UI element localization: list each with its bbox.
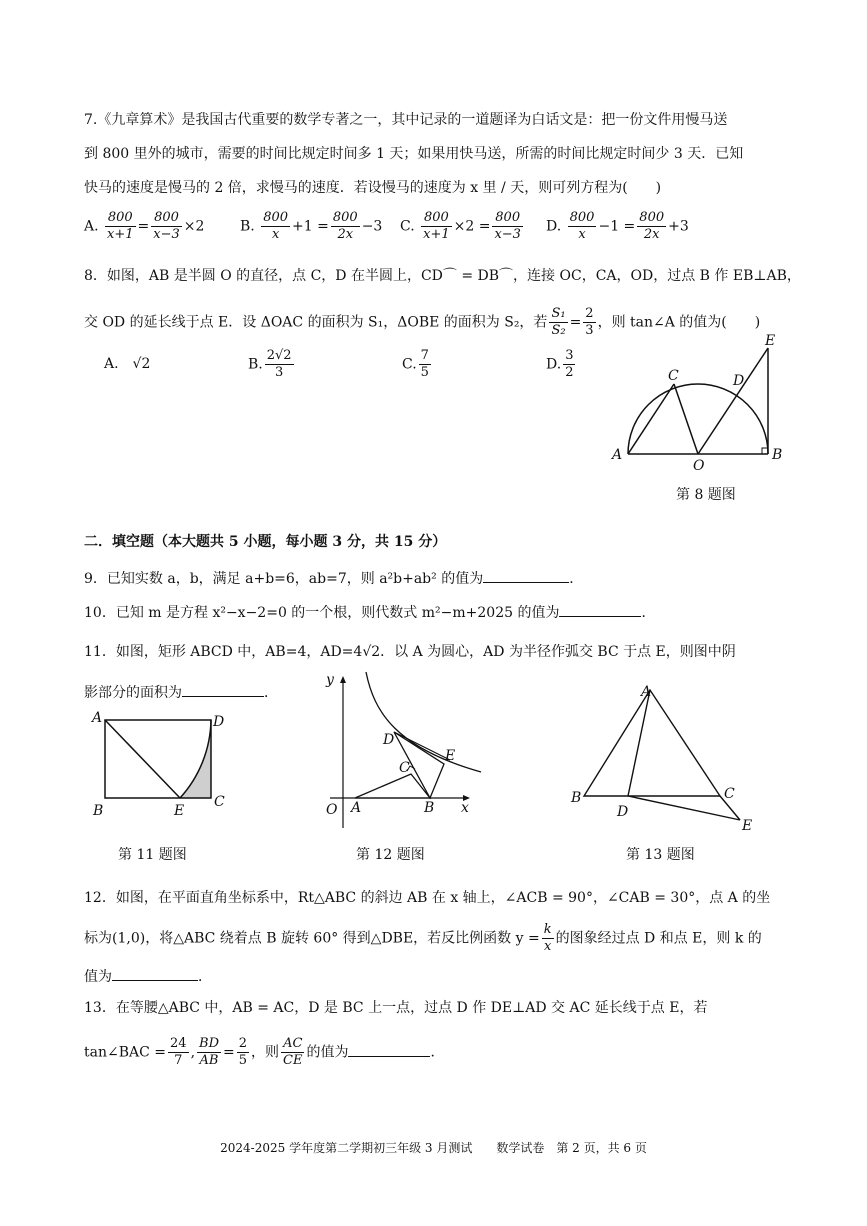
q12-line-3: 值为 ． [84,964,212,987]
q13-label-c: C [724,786,735,802]
q8-option-c: C. $\frac{7}{5}$ [402,348,429,380]
q8-option-b: B. $\frac{2√2}{3}$ [248,348,292,380]
q11-figure [85,700,235,825]
q8-segment-oc [674,384,698,454]
q10-text: 10．已知 m 是方程 x²−x−2=0 的一个根，则代数式 m²−m+2025 的值为 ． [84,600,655,623]
q7-option-d: D. $\frac{800}{x}$ −1 = $\frac{800}{2x}$ +3 [546,210,689,242]
q10-answer-blank[interactable] [559,600,641,617]
q13-line-2: tan∠BAC = $\frac{24}{7}$ , $\frac{BD}{AB}$ = $\frac{2}{5}$ ，则 $\frac{AC}{CE}$ 的值为 ． [84,1036,445,1068]
q11-label-b: B [93,803,104,819]
page-footer: 2024-2025 学年度第二学期初三年级 3 月测试 数学试卷 第 2 页，共 6 页 [220,1141,647,1155]
q13-label-a: A [641,684,652,700]
q12-line-1: 12．如图，在平面直角坐标系中，Rt△ABC 的斜边 AB 在 x 轴上，∠ACB = 90°，∠CAB = 30°，点 A 的坐 [84,890,771,906]
q11-segment-ae [105,720,180,798]
q12-y-axis-arrow [340,676,346,683]
q13-label-b: B [571,790,582,806]
q11-label-d: D [213,714,225,730]
q11-answer-blank[interactable] [182,680,264,697]
q11-shaded-region [180,720,211,798]
q13-figure-caption: 第 13 题图 [626,847,695,863]
q11-line-2: 影部分的面积为 ． [84,680,278,703]
q8-semicircle [628,384,768,454]
section-2-title: 二．填空题（本大题共 5 小题，每小题 3 分，共 15 分） [84,534,447,550]
q12-label-y: y [326,672,334,688]
q7-option-c: C. $\frac{800}{x+1}$ ×2 = $\frac{800}{x-3}$ [400,210,521,242]
q13-label-e: E [742,818,753,834]
q8-line-1: 8．如图，AB 是半圆 O 的直径，点 C，D 在半圆上，CD⌒ = DB⌒，连接 OC，CA，OD，过点 B 作 EB⊥AB， [84,268,801,284]
q8-label-d: D [733,373,745,389]
q7-line-2: 到 800 里外的城市，需要的时间比规定时间多 1 天；如果用快马送，所需的时间比规定时间少 3 天．已知 [84,146,744,162]
q13-answer-blank[interactable] [348,1040,430,1057]
q11-label-c: C [214,794,225,810]
q8-segment-ca [628,384,674,454]
q7-line-3: 快马的速度是慢马的 2 倍，求慢马的速度．若设慢马的速度为 x 里 / 天，则可列方程为( ) [84,180,662,196]
q13-figure [565,680,765,834]
q8-label-o: O [693,458,705,474]
q8-label-b: B [772,447,783,463]
q11-label-e: E [174,803,185,819]
q8-option-a: A. √2 [104,356,151,372]
q8-option-d: D. $\frac{3}{2}$ [546,348,574,380]
q13-line-1: 13．在等腰△ABC 中，AB = AC，D 是 BC 上一点，过点 D 作 DE⊥AD 交 AC 延长线于点 E，若 [84,1000,708,1016]
q12-figure [320,668,480,833]
q7-option-a: A. $\frac{800}{x+1}$ = $\frac{800}{x-3}$ ×2 [84,210,205,242]
q8-label-a: A [612,447,623,463]
q12-hyperbola [366,672,481,772]
q12-label-c: C [399,760,410,776]
q8-line-2: 交 OD 的延长线于点 E．设 ΔOAC 的面积为 S₁，ΔOBE 的面积为 S₂，若 $\frac{\text{S₁}}{\text{S₂}}$ = $\frac{2}{3}$ ，则 tan∠A 的值为( ) [84,306,761,338]
q12-answer-blank[interactable] [112,964,198,981]
q11-label-a: A [92,710,103,726]
q12-label-d: D [383,732,395,748]
q7-option-b: B. $\frac{800}{x}$ +1 = $\frac{800}{2x}$ −3 [240,210,383,242]
q12-figure-caption: 第 12 题图 [356,847,425,863]
q7-line-1: 7.《九章算术》是我国古代重要的数学专著之一，其中记录的一道题译为白话文是：把一份文件用慢马送 [84,112,728,128]
q12-segment-de [394,732,450,760]
q8-figure [600,330,800,480]
q13-triangle-abc [584,690,720,796]
q8-figure-caption: 第 8 题图 [676,487,736,503]
q12-label-e: E [445,748,456,764]
q9-answer-blank[interactable] [483,566,569,583]
q8-segment-oe [698,348,768,454]
q8-label-c: C [668,368,679,384]
q12-label-a: A [351,800,362,816]
q12-label-b: B [424,800,435,816]
q11-figure-caption: 第 11 题图 [118,847,187,863]
q8-label-e: E [765,333,776,349]
q9-text: 9．已知实数 a，b，满足 a+b=6，ab=7，则 a²b+ab² 的值为 ． [84,566,583,589]
q12-label-o: O [326,802,338,818]
q13-segment-ad [628,690,650,796]
q11-line-1: 11．如图，矩形 ABCD 中，AB=4，AD=4√2．以 A 为圆心，AD 为半径作弧交 BC 于点 E，则图中阴 [84,644,736,660]
q13-label-d: D [617,804,629,820]
q12-label-x: x [461,800,469,816]
q12-line-2: 标为(1,0)，将△ABC 绕着点 B 旋转 60° 得到△DBE，若反比例函数 y = $\frac{k}{x}$ 的图象经过点 D 和点 E，则 k 的 [84,922,762,954]
